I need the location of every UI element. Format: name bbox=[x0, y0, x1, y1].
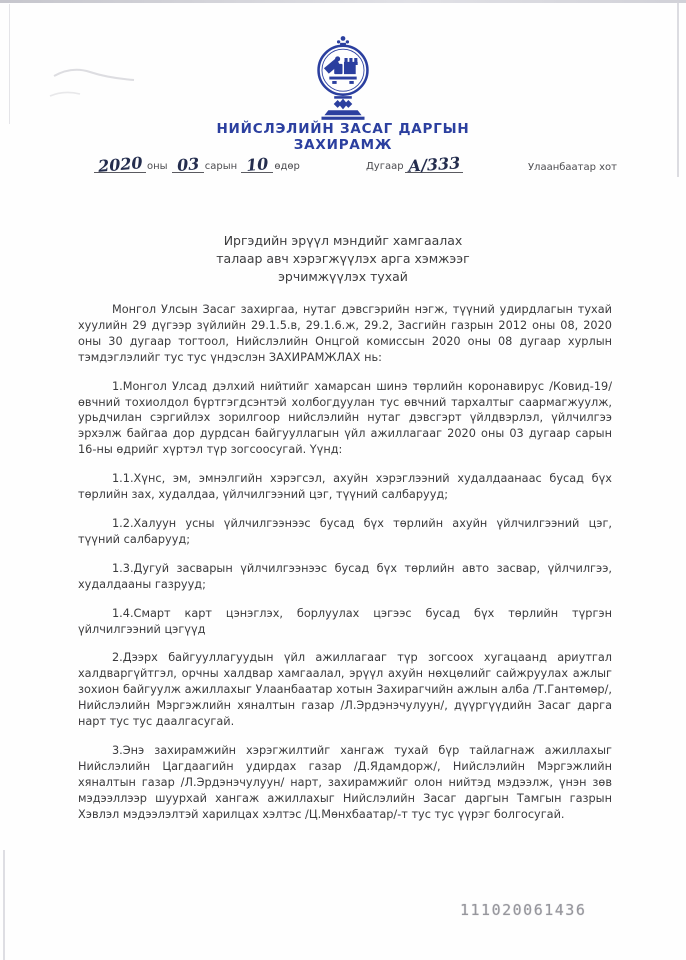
dateline bbox=[0, 153, 686, 176]
paragraph-item-1-1: 1.1.Хүнс, эм, эмнэлгийн хэрэгсэл, ахуйн хэрэглээний худалдаанаас бусад бүх төрлийн зах, худалдаа, үйлчилгээний цэг, түүний салбарууд; bbox=[78, 472, 612, 502]
handwritten-number: А/333 bbox=[406, 153, 461, 176]
day-blank bbox=[241, 154, 273, 175]
month-label: сарын bbox=[204, 161, 238, 172]
registration-stamp-number: 111020061436 bbox=[460, 901, 587, 919]
number-blank bbox=[405, 153, 463, 176]
org-line1: НИЙСЛЭЛИЙН ЗАСАГ ДАРГЫН bbox=[216, 121, 470, 137]
title-line-3: эрчимжүүлэх тухай bbox=[278, 269, 408, 284]
paragraph-item-1-3: 1.3.Дугуй засварын үйлчилгээнээс бусад бүх төрлийн авто засвар, үйлчилгээ, худалдааны газрууд; bbox=[78, 561, 612, 591]
month-blank bbox=[172, 154, 204, 175]
city-label: Улаанбаатар хот bbox=[527, 162, 617, 173]
paragraph-item-2: 2.Дээрх байгууллагуудын үйл ажиллагааг түр зогсоох хугацаанд ариутгал халдваргүйтгэл, орчны халдвар хамгаалал, эрүүл ахуйн нөхцөлийг сайжруулах ажлыг зохион байгуулж ажиллахыг Улаанбаатар хотын Захирагчийн ажлын алба /Т.Гантөмөр/, Нийслэлийн Мэргэжлийн хяналтын газар /Л.Эрдэнэчулуун/, дүүргүүдийн Засаг дарга нарт тус тус даалгасугай. bbox=[78, 651, 612, 729]
paragraph-item-1-4: 1.4.Смарт карт цэнэглэх, борлуулах цэгээс бусад бүх төрлийн түргэн үйлчилгээний цэгүүд bbox=[78, 606, 612, 636]
decree-body bbox=[78, 302, 612, 835]
title-line-1: Иргэдийн эрүүл мэндийг хамгаалах bbox=[223, 233, 463, 248]
title-line-2: талаар авч хэрэгжүүлэх арга хэмжээг bbox=[216, 251, 470, 266]
scan-edge-top bbox=[0, 0, 686, 3]
year-blank bbox=[94, 153, 146, 176]
city-emblem-logo bbox=[299, 33, 387, 127]
paragraph-item-1-2: 1.2.Халуун усны үйлчилгээнээс бусад бүх төрлийн ахуйн үйлчилгээний цэг, түүний салбарууд; bbox=[78, 516, 612, 546]
handwritten-day: 10 bbox=[245, 154, 270, 175]
issuing-authority bbox=[0, 121, 686, 153]
handwritten-month: 03 bbox=[175, 154, 200, 175]
paragraph-preamble: Монгол Улсын Засаг захиргаа, нутаг дэвсгэрийн нэгж, түүний удирдлагын тухай хуулийн 29 дүгээр зүйлийн 29.1.5.в, 29.1.6.ж, 29.2, Засгийн газрын 2012 оны 08, 2020 оны 30 дугаар тогтоол, Нийслэлийн Онцгой комиссын 2020 оны 08 дугаар хурлын тэмдэглэлийг тус тус үндэслэн ЗАХИРАМЖЛАХ нь: bbox=[78, 303, 612, 364]
org-line2: ЗАХИРАМЖ bbox=[293, 137, 393, 153]
scan-edge-left-bottom bbox=[3, 850, 5, 960]
document-title bbox=[0, 232, 686, 286]
pencil-scribble bbox=[42, 58, 162, 113]
year-label: оны bbox=[147, 161, 168, 172]
paragraph-item-3: 3.Энэ захирамжийн хэрэгжилтийг хангаж тухай бүр тайлагнаж ажиллахыг Нийслэлийн Цагдаагийн удирдах газар /Д.Ядамдорж/, Нийслэлийн Мэргэжлийн хяналтын газар /Л.Эрдэнэчулуун/ нарт, захирамжийг олон нийтэд мэдээлж, үнэн зөв мэдээллээр шуурхай хангаж ажиллахыг Нийслэлийн Засаг даргын Тамгын газрын Хэвлэл мэдээлэлтэй харилцах хэлтэс /Ц.Мөнхбаатар/-т тус тус үүрэг болгосугай. bbox=[78, 743, 612, 821]
emblem-icon bbox=[299, 33, 387, 127]
paragraph-item-1: 1.Монгол Улсад дэлхий нийтийг хамарсан шинэ төрлийн коронавирус /Ковид-19/ өвчний тохиолдол бүртгэгдсэнтэй холбогдуулан тус өвчний тархалтыг саармагжуулж, урьдчилан сэргийлэх зорилгоор нийслэлийн нутаг дэвсгэрт үйлдвэрлэл, үйлчилгээ эрхэлж байгаа дор дурдсан байгууллагын үйл ажиллагааг 2020 оны 03 дугаар сарын 16-ны өдрийг хүртэл түр зогсоосугай. Үүнд: bbox=[78, 379, 612, 457]
scan-edge-left-top bbox=[9, 4, 10, 124]
handwritten-year: 2020 bbox=[97, 153, 144, 176]
number-group bbox=[365, 153, 463, 176]
day-label: өдөр bbox=[274, 161, 300, 172]
date-group bbox=[94, 153, 301, 176]
number-label: Дугаар bbox=[365, 161, 404, 172]
